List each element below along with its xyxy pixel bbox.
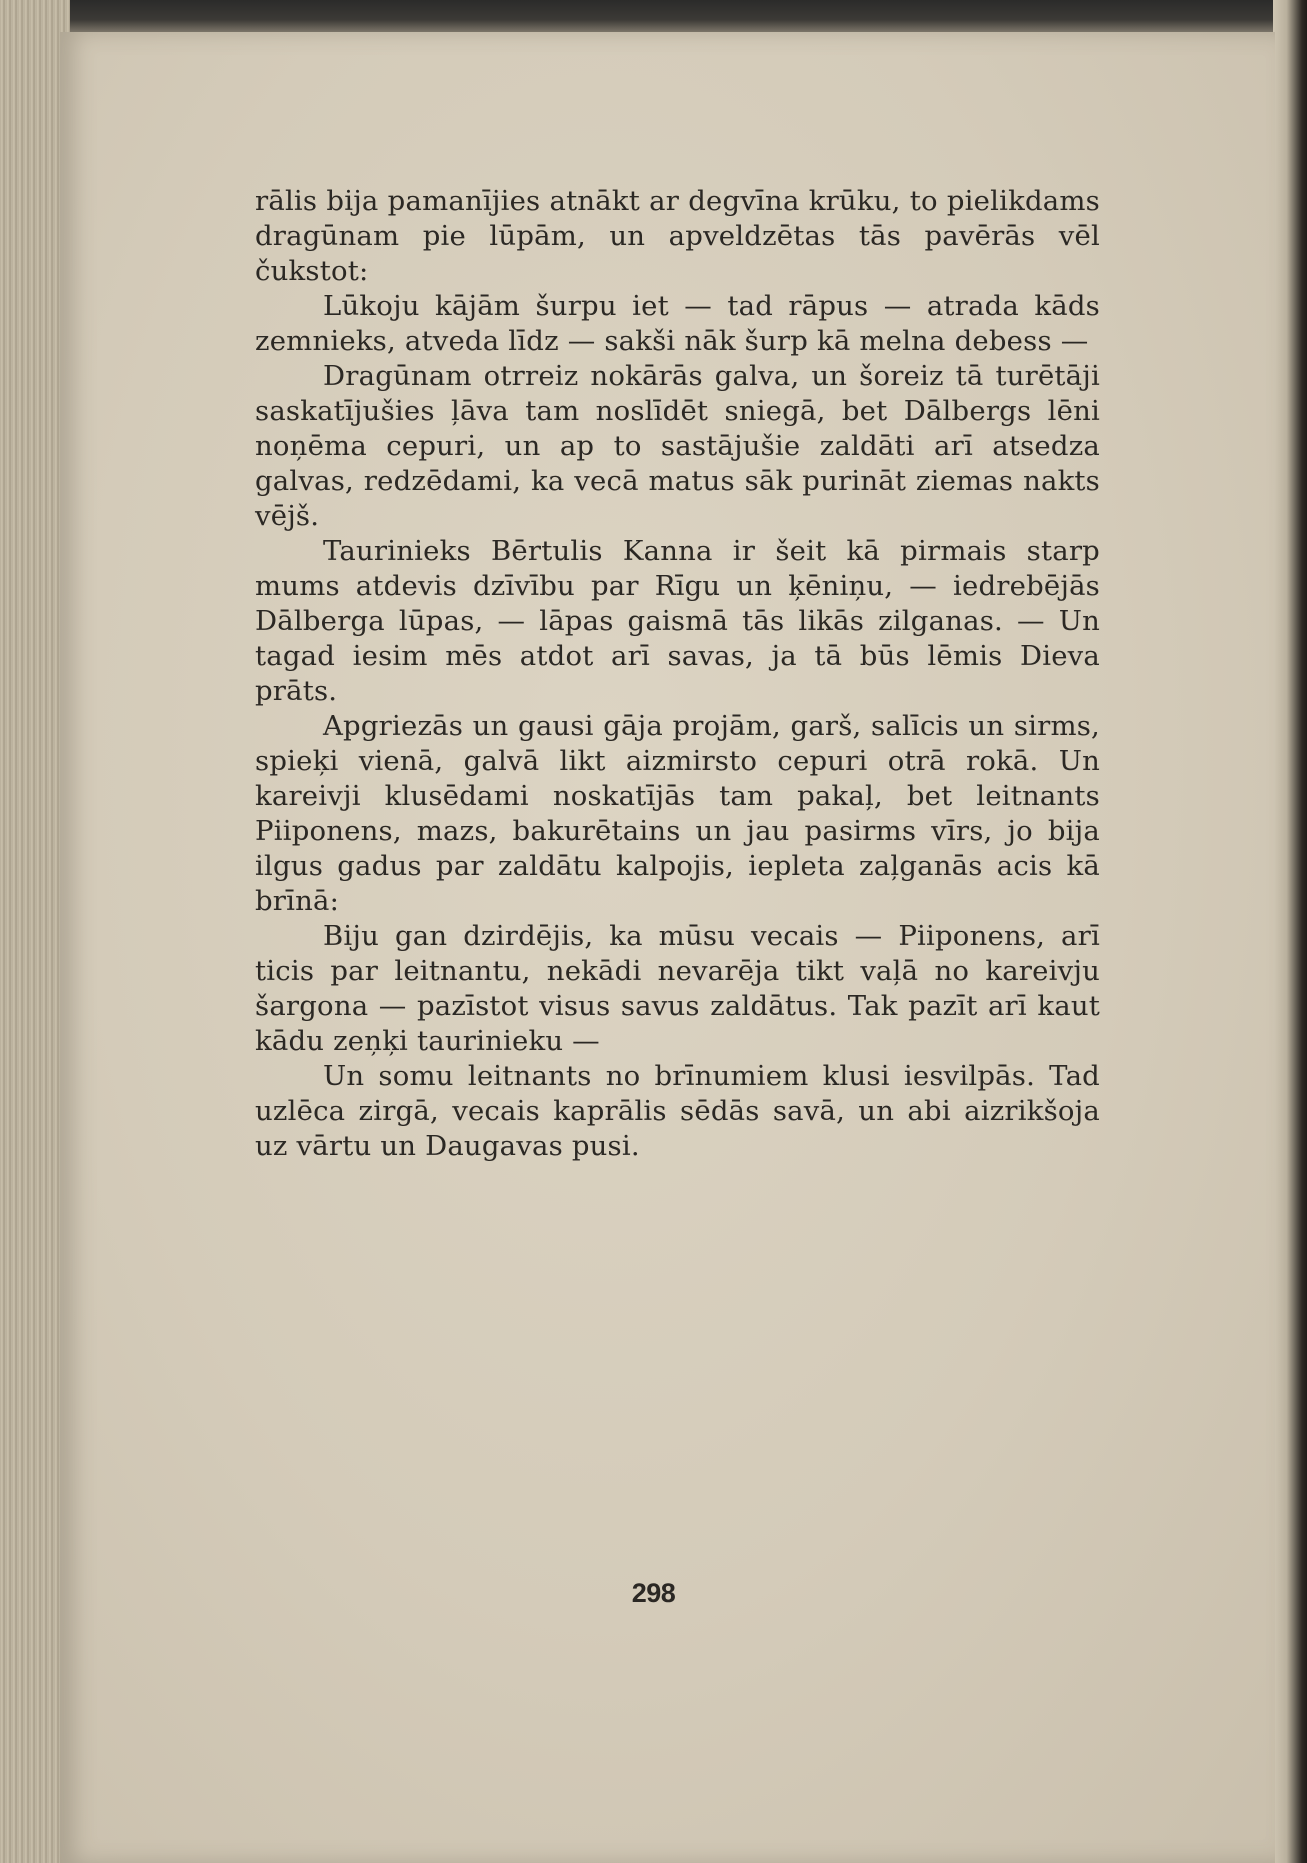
body-text xyxy=(255,184,1100,1164)
paragraph: Dragūnam otrreiz nokārās galva, un šoreiz tā turētāji saskatījušies ļāva tam noslīdēt sniegā, bet Dālbergs lēni noņēma cepuri, un ap to sastājušie zaldāti arī atsedza galvas, redzēdami, ka vecā matus sāk purināt ziemas nakts vējš. xyxy=(255,360,1100,532)
book-binding-top xyxy=(0,0,1307,36)
paragraph: rālis bija pamanījies atnākt ar degvīna krūku, to pielikdams dragūnam pie lūpām, un apveldzētas tās pavērās vēl čukstot: xyxy=(255,185,1100,287)
paragraph: Un somu leitnants no brīnumiem klusi iesvilpās. Tad uzlēca zirgā, vecais kaprālis sēdās savā, un abi aizrikšoja uz vārtu un Daugavas pusi. xyxy=(255,1060,1100,1162)
paragraph: Lūkoju kājām šurpu iet — tad rāpus — atrada kāds zemnieks, atveda līdz — sakši nāk šurp kā melna debess — xyxy=(255,290,1100,357)
page-number: 298 xyxy=(631,1578,676,1608)
paragraph: Apgriezās un gausi gāja projām, garš, salīcis un sirms, spieķi vienā, galvā likt aizmirsto cepuri otrā rokā. Un kareivji klusēdami noskatījās tam pakaļ, bet leitnants Piiponens, mazs, bakurētains un jau pasirms vīrs, jo bija ilgus gadus par zaldātu kalpojis, iepleta zaļganās acis kā brīnā: xyxy=(255,710,1100,917)
paragraph: Taurinieks Bērtulis Kanna ir šeit kā pirmais starp mums atdevis dzīvību par Rīgu un ķēniņu, — iedrebējās Dālberga lūpas, — lāpas gaismā tās likās zilganas. — Un tagad iesim mēs atdot arī savas, ja tā būs lēmis Dieva prāts. xyxy=(255,535,1100,707)
paragraph: Biju gan dzirdējis, ka mūsu vecais — Piiponens, arī ticis par leitnantu, nekādi nevarēja tikt vaļā no kareivju šargona — pazīstot visus savus zaldātus. Tak pazīt arī kaut kādu zeņķi taurinieku — xyxy=(255,920,1100,1057)
